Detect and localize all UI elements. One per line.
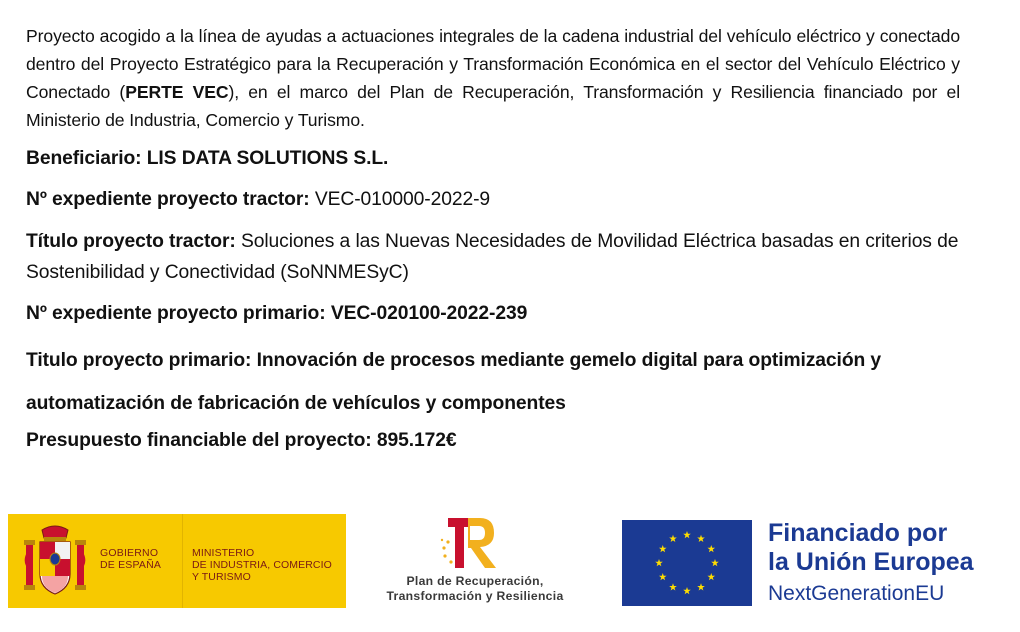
- gobierno-text: [100, 547, 161, 571]
- spain-coat-of-arms-icon: [22, 522, 88, 602]
- eu-title-line-2: la Unión Europea: [768, 548, 974, 576]
- presupuesto-line: Presupuesto financiable del proyecto: 895.172€: [26, 430, 457, 451]
- eu-title-line-1: Financiado por: [768, 519, 948, 547]
- intro-text-end: ), en el marco del Plan de Recuperación, Transformación y Resiliencia financiado por el Ministerio de Industria, Comercio y Turismo.: [26, 82, 961, 130]
- expediente-tractor-label: Nº expediente proyecto tractor:: [26, 189, 310, 210]
- expediente-tractor-line: [26, 184, 960, 215]
- intro-paragraph: [26, 22, 960, 134]
- plan-recuperacion-text: [368, 574, 582, 603]
- beneficiario-line: Beneficiario: LIS DATA SOLUTIONS S.L.: [26, 148, 389, 169]
- ministerio-line-1: MINISTERIO: [192, 547, 255, 559]
- titulo-primario-line: Titulo proyecto primario: Innovación de procesos mediante gemelo digital para optimización y automatización de fabricación de vehículos y componentes: [26, 350, 882, 414]
- document-body: [26, 22, 960, 456]
- ministerio-line-2: DE INDUSTRIA, COMERCIO: [192, 559, 332, 571]
- eu-funding-logo: [622, 518, 1002, 608]
- ministerio-line-3: Y TURISMO: [192, 571, 251, 583]
- plan-line-1: Plan de Recuperación,: [406, 574, 544, 588]
- gobierno-line-2: DE ESPAÑA: [100, 559, 162, 571]
- gobierno-ministerio-logo: [8, 514, 346, 608]
- eu-nextgeneration-text: NextGenerationEU: [768, 582, 945, 605]
- plan-line-2: Transformación y Resiliencia: [386, 588, 564, 603]
- ministerio-text: [192, 547, 332, 583]
- intro-perte-vec: PERTE VEC: [125, 82, 229, 102]
- titulo-tractor-value: Soluciones a las Nuevas Necesidades de Movilidad Eléctrica basadas en criterios de Sostenibilidad y Conectividad (SoNNMESyC): [26, 231, 959, 283]
- plan-recuperacion-logo: [368, 514, 582, 608]
- eu-flag-icon: [622, 520, 752, 606]
- expediente-tractor-value: VEC-010000-2022-9: [309, 189, 491, 210]
- intro-text-start: Proyecto acogido a la línea de ayudas a actuaciones integrales de la cadena industrial del vehículo eléctrico y conectado dentro del Proyecto Estratégico para la Recuperación y Transformación Económica en el sector del Vehículo Eléctrico y Conectado (: [26, 26, 960, 102]
- gobierno-divider: [182, 514, 183, 608]
- gobierno-line-1: GOBIERNO: [100, 547, 159, 559]
- titulo-tractor-label: Título proyecto tractor:: [26, 231, 236, 252]
- plan-recuperacion-tr-logo-icon: [440, 516, 500, 572]
- expediente-primario-line: Nº expediente proyecto primario: VEC-020100-2022-239: [26, 303, 528, 324]
- titulo-tractor-line: [26, 226, 960, 288]
